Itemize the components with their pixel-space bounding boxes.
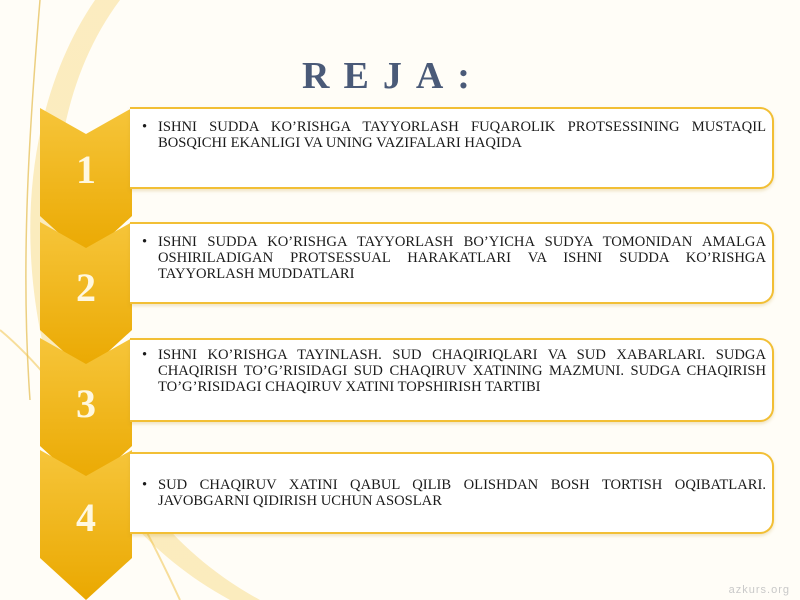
plan-item-1: [130, 107, 774, 189]
plan-item-text-4: SUD CHAQIRUV XATINI QABUL QILIB OLISHDAN BOSH TORTISH OQIBATLARI. JAVOBGARNI QIDIRISH UCHUN ASOSLAR: [158, 477, 766, 509]
bullet-2: •: [142, 234, 148, 250]
step-number-2: 2: [76, 265, 96, 310]
bullet-3: •: [142, 347, 148, 363]
step-number-3: 3: [76, 381, 96, 426]
plan-item-3: [130, 338, 774, 422]
page-title: REJA:: [302, 55, 484, 97]
bullet-1: •: [142, 119, 148, 135]
plan-item-text-1: ISHNI SUDDA KO’RISHGA TAYYORLASH FUQAROLIK PROTSESSINING MUSTAQIL BOSQICHI EKANLIGI VA UNING VAZIFALARI HAQIDA: [158, 119, 766, 151]
plan-item-4: [130, 452, 774, 534]
plan-item-text-3: ISHNI KO’RISHGA TAYINLASH. SUD CHAQIRIQLARI VA SUD XABARLARI. SUDGA CHAQIRISH TO’G’RISIDAGI SUD CHAQIRUV XATINING MAZMUNI. SUDGA CHAQIRISH TO’G’RISIDAGI CHAQIRUV XATINI TOPSHIRISH TARTIBI: [158, 347, 766, 395]
step-number-4: 4: [76, 495, 96, 540]
watermark: azkurs.org: [728, 584, 790, 596]
step-number-1: 1: [76, 147, 96, 192]
plan-item-text-2: ISHNI SUDDA KO’RISHGA TAYYORLASH BO’YICHA SUDYA TOMONIDAN AMALGA OSHIRILADIGAN PROTSESSUAL HARAKATLARI VA ISHNI SUDDA KO’RISHGA TAYYORLASH MUDDATLARI: [158, 234, 766, 282]
plan-item-2: [130, 222, 774, 304]
bullet-4: •: [142, 477, 148, 493]
